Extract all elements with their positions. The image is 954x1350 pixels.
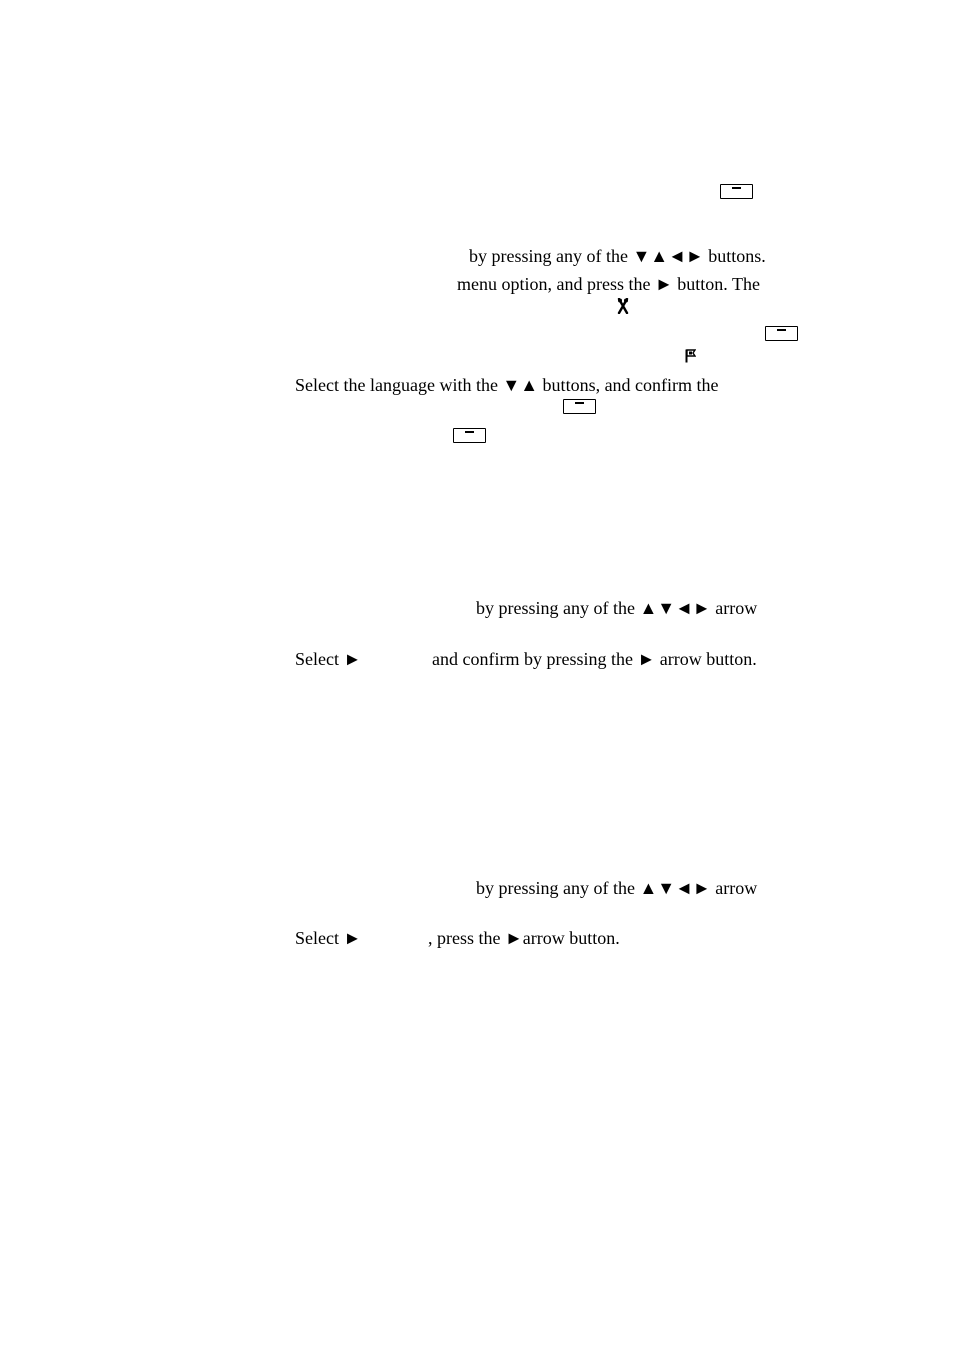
softkey-button-icon: [765, 326, 798, 341]
settings-tools-icon: [617, 298, 629, 314]
instruction-line: by pressing any of the ▲▼◄► arrow: [476, 598, 758, 618]
instruction-line: menu option, and press the ► button. The: [457, 274, 760, 294]
instruction-line-suffix: , press the ►arrow button.: [428, 928, 620, 948]
instruction-line: by pressing any of the ▲▼◄► arrow: [476, 878, 758, 898]
instruction-line: Select the language with the ▼▲ buttons, and confirm the: [295, 375, 719, 395]
softkey-button-icon: [453, 428, 486, 443]
language-flag-icon: [685, 349, 696, 363]
softkey-button-icon: [563, 399, 596, 414]
instruction-line-suffix: and confirm by pressing the ► arrow button.: [432, 649, 757, 669]
softkey-button-icon: [720, 184, 753, 199]
instruction-line-prefix: Select ►: [295, 649, 362, 669]
instruction-line-prefix: Select ►: [295, 928, 362, 948]
instruction-line: by pressing any of the ▼▲◄► buttons.: [469, 246, 766, 266]
